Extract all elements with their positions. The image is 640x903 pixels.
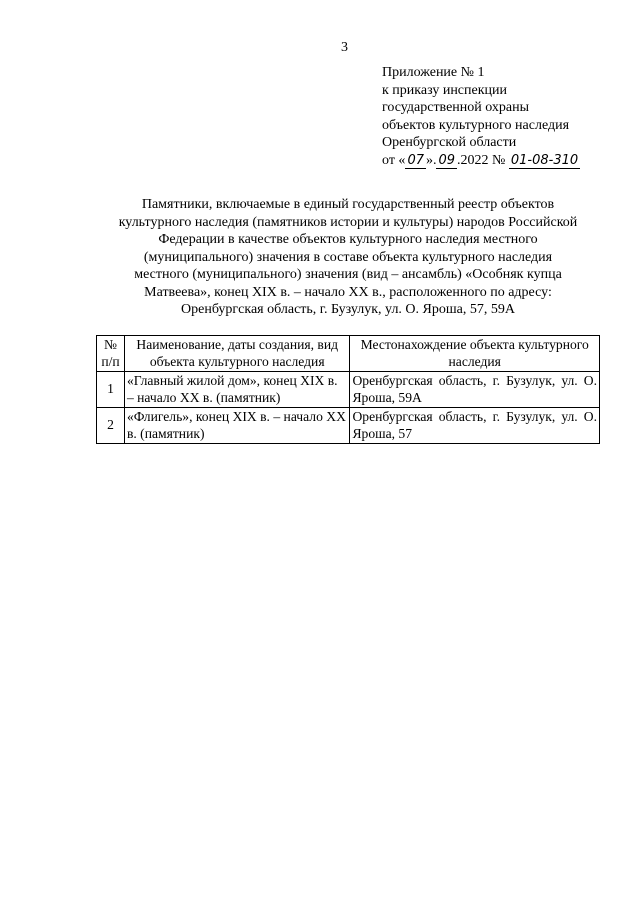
row-number: 2: [97, 408, 125, 444]
row-location: Оренбургская область, г. Бузулук, ул. О. Яроша, 57: [350, 408, 600, 444]
appendix-line: к приказу инспекции: [382, 82, 508, 98]
appendix-line: Оренбургской области: [382, 135, 517, 151]
row-name: «Главный жилой дом», конец XIX в. – начало XX в. (памятник): [124, 372, 350, 408]
handwritten-day: 07: [407, 152, 424, 168]
title-line: культурного наследия (памятников истории и культуры) народов Российской: [118, 214, 578, 230]
appendix-line: государственной охраны: [382, 100, 530, 116]
row-name: «Флигель», конец XIX в. – начало XX в. (памятник): [124, 408, 350, 444]
handwritten-month: 09: [438, 152, 456, 168]
header-location: Местонахождение объекта культурного наследия: [350, 336, 600, 372]
row-number: 1: [97, 372, 125, 408]
title-line: Федерации в качестве объектов культурного наследия местного: [158, 232, 538, 247]
appendix-line: объектов культурного наследия: [382, 117, 570, 133]
number-sign: №: [492, 152, 506, 168]
table-row: [97, 408, 600, 444]
handwritten-order-number: 01-08-310: [510, 152, 579, 168]
order-date-number: [382, 152, 580, 170]
document-title: [96, 196, 600, 319]
appendix-header: [382, 64, 580, 170]
title-line: Памятники, включаемые в единый государственный реестр объектов: [141, 197, 555, 212]
title-line: Оренбургская область, г. Бузулук, ул. О. Яроша, 57, 59А: [181, 302, 515, 317]
page-number: 3: [341, 40, 348, 55]
title-line: (муниципального) значения в составе объекта культурного наследия: [143, 249, 553, 265]
title-line: Матвеева», конец XIX в. – начало XX в., расположенного по адресу:: [144, 284, 552, 300]
date-year: .2022: [457, 152, 489, 168]
table-row: [97, 372, 600, 408]
header-number: № п/п: [97, 336, 125, 372]
table-header-row: [97, 336, 600, 372]
monuments-table: [96, 335, 600, 444]
title-line: местного (муниципального) значения (вид – ансамбль) «Особняк купца: [134, 267, 562, 282]
row-location: Оренбургская область, г. Бузулук, ул. О. Яроша, 59А: [350, 372, 600, 408]
date-prefix: от «: [382, 152, 406, 168]
appendix-line: Приложение № 1: [382, 65, 485, 80]
date-separator: ».: [425, 152, 437, 168]
header-name: Наименование, даты создания, вид объекта культурного наследия: [124, 336, 350, 372]
